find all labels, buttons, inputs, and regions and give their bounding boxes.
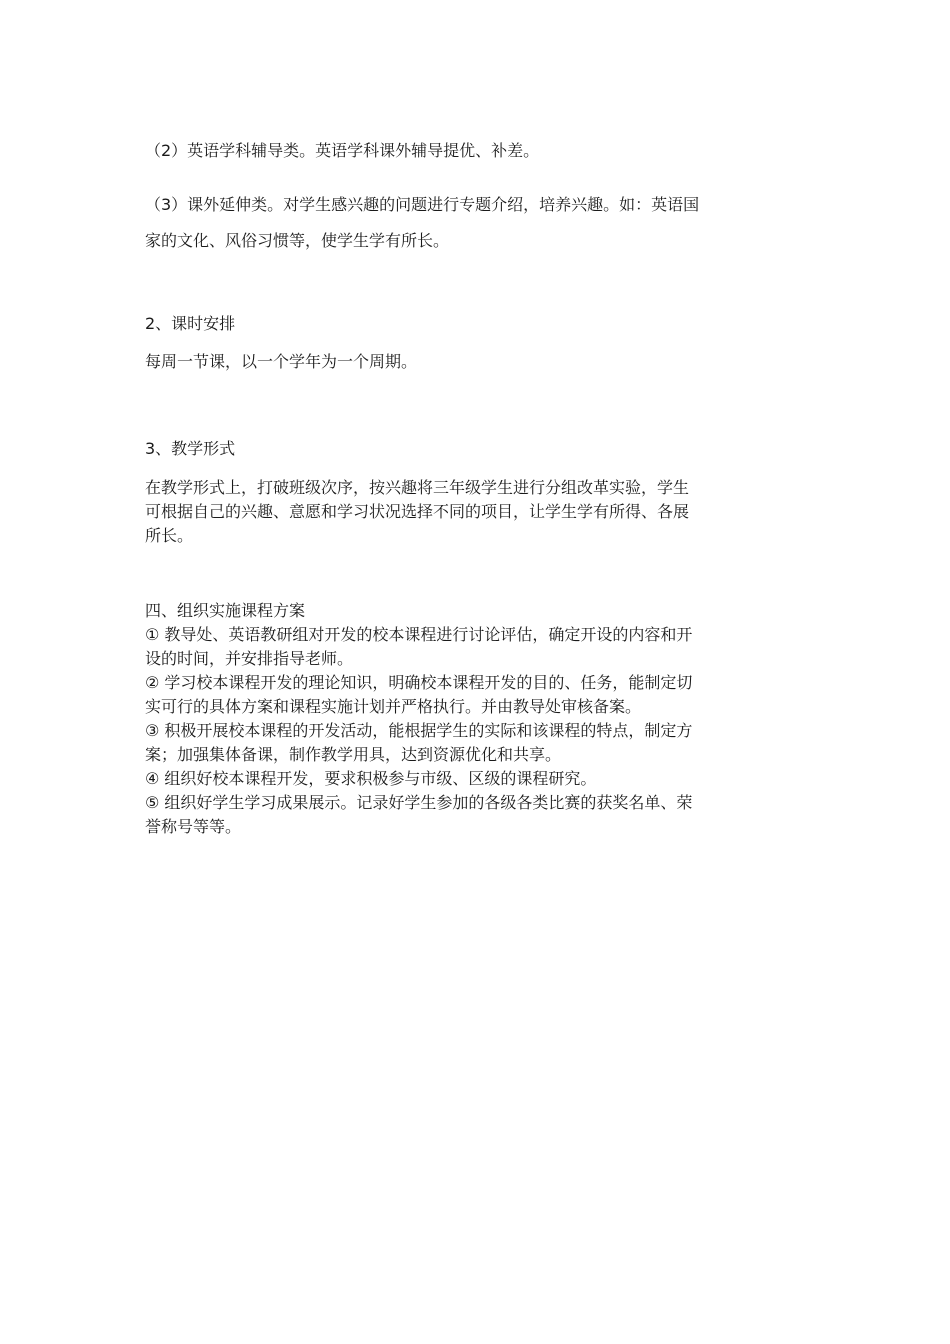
paragraph-teaching-form-line-2: 可根据自己的兴趣、意愿和学习状况选择不同的项目，让学生学有所得、各展 [145, 502, 690, 521]
paragraph-extension-line-1: （3）课外延伸类。对学生感兴趣的问题进行专题介绍，培养兴趣。如：英语国 [145, 195, 700, 214]
paragraph-extension-line-2: 家的文化、风俗习惯等，使学生学有所长。 [145, 231, 450, 250]
list-item-2-line-1: ② 学习校本课程开发的理论知识，明确校本课程开发的目的、任务，能制定切 [145, 673, 693, 692]
heading-implementation: 四、组织实施课程方案 [145, 601, 306, 620]
paragraph-teaching-form [145, 476, 810, 548]
list-item-3-line-1: ③ 积极开展校本课程的开发活动，能根据学生的实际和该课程的特点，制定方 [145, 721, 693, 740]
paragraph-teaching-form-line-3: 所长。 [145, 526, 194, 545]
heading-schedule-text: 2、课时安排 [145, 314, 236, 333]
paragraph-teaching-form-line-1: 在教学形式上，打破班级次序，按兴趣将三年级学生进行分组改革实验，学生 [145, 478, 690, 497]
list-item-1-line-1: ① 教导处、英语教研组对开发的校本课程进行讨论评估，确定开设的内容和开 [145, 625, 693, 644]
list-item-1-line-2: 设的时间，并安排指导老师。 [145, 649, 354, 668]
heading-schedule [145, 307, 810, 341]
paragraph-tutoring-text: （2）英语学科辅导类。英语学科课外辅导提优、补差。 [145, 141, 540, 160]
list-item-4-line-1: ④ 组织好校本课程开发，要求积极参与市级、区级的课程研究。 [145, 769, 597, 788]
section-implementation [145, 599, 810, 839]
heading-teaching-form [145, 432, 810, 466]
paragraph-schedule [145, 345, 810, 379]
paragraph-schedule-text: 每周一节课，以一个学年为一个周期。 [145, 352, 418, 371]
list-item-3-line-2: 案；加强集体备课，制作教学用具，达到资源优化和共享。 [145, 745, 562, 764]
paragraph-tutoring [145, 134, 810, 168]
paragraph-extension [145, 187, 810, 259]
list-item-5-line-2: 誉称号等等。 [145, 817, 242, 836]
heading-teaching-form-text: 3、教学形式 [145, 439, 236, 458]
list-item-5-line-1: ⑤ 组织好学生学习成果展示。记录好学生参加的各级各类比赛的获奖名单、荣 [145, 793, 693, 812]
list-item-2-line-2: 实可行的具体方案和课程实施计划并严格执行。并由教导处审核备案。 [145, 697, 642, 716]
